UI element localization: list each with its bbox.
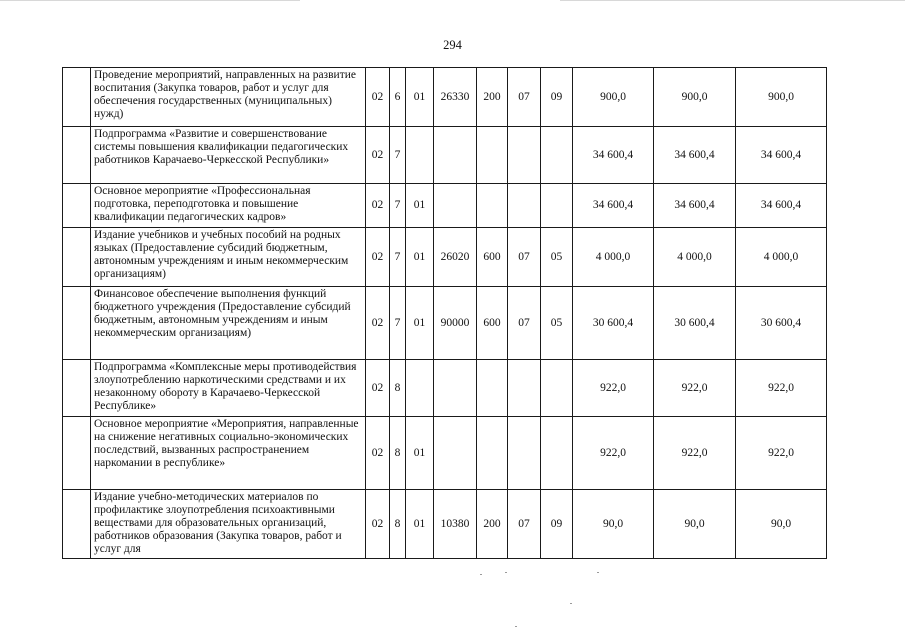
table-row (63, 287, 827, 360)
code-section-cell: 07 (508, 68, 541, 127)
code-event-cell: 01 (406, 417, 434, 490)
item-name-cell: Подпрограмма «Развитие и совершенствование системы повышения квалификации педагогических работников Карачаево-Черкесской Республики» (91, 127, 366, 184)
code-subprogram-cell: 7 (390, 127, 406, 184)
code-section-cell (508, 127, 541, 184)
item-name-cell: Финансовое обеспечение выполнения функций бюджетного учреждения (Предоставление субсидий бюджетным, автономным учреждениям и иным некоммерческим организациям) (91, 287, 366, 360)
table-row (63, 417, 827, 490)
code-event-cell: 01 (406, 68, 434, 127)
amount-year1-cell: 922,0 (573, 360, 654, 417)
amount-year2-cell: 922,0 (654, 417, 736, 490)
code-expense-type-cell: 600 (477, 287, 508, 360)
scan-edge-left (0, 0, 300, 5)
code-section-cell (508, 417, 541, 490)
code-direction-cell: 26020 (434, 228, 477, 287)
amount-year3-cell: 34 600,4 (736, 127, 827, 184)
code-expense-type-cell: 200 (477, 68, 508, 127)
row-number-cell (63, 228, 91, 287)
amount-year3-cell: 30 600,4 (736, 287, 827, 360)
amount-year1-cell: 90,0 (573, 490, 654, 559)
page-number: 294 (443, 38, 462, 52)
scan-speck (570, 603, 572, 604)
code-subprogram-cell: 7 (390, 184, 406, 228)
code-event-cell: 01 (406, 228, 434, 287)
item-name-cell: Подпрограмма «Комплексные меры противодействия злоупотреблению наркотическими средствами и их незаконному обороту в Карачаево-Черкесской Республике» (91, 360, 366, 417)
code-subsection-cell (541, 184, 573, 228)
code-subsection-cell: 05 (541, 287, 573, 360)
code-expense-type-cell (477, 417, 508, 490)
code-program-cell: 02 (366, 68, 390, 127)
code-event-cell: 01 (406, 287, 434, 360)
scan-speck (597, 572, 599, 573)
code-event-cell (406, 360, 434, 417)
code-expense-type-cell (477, 360, 508, 417)
code-section-cell (508, 360, 541, 417)
code-direction-cell: 90000 (434, 287, 477, 360)
table-row (63, 68, 827, 127)
code-program-cell: 02 (366, 417, 390, 490)
amount-year2-cell: 922,0 (654, 360, 736, 417)
code-subsection-cell (541, 417, 573, 490)
amount-year2-cell: 4 000,0 (654, 228, 736, 287)
code-expense-type-cell: 600 (477, 228, 508, 287)
code-program-cell: 02 (366, 287, 390, 360)
code-section-cell: 07 (508, 287, 541, 360)
code-subprogram-cell: 7 (390, 287, 406, 360)
amount-year3-cell: 34 600,4 (736, 184, 827, 228)
code-event-cell (406, 127, 434, 184)
code-program-cell: 02 (366, 490, 390, 559)
row-number-cell (63, 490, 91, 559)
amount-year2-cell: 34 600,4 (654, 127, 736, 184)
row-number-cell (63, 417, 91, 490)
code-program-cell: 02 (366, 228, 390, 287)
amount-year3-cell: 922,0 (736, 360, 827, 417)
budget-table (62, 67, 827, 559)
amount-year2-cell: 90,0 (654, 490, 736, 559)
code-subprogram-cell: 8 (390, 417, 406, 490)
code-program-cell: 02 (366, 127, 390, 184)
code-subprogram-cell: 8 (390, 490, 406, 559)
amount-year2-cell: 34 600,4 (654, 184, 736, 228)
table-row (63, 490, 827, 559)
code-event-cell: 01 (406, 490, 434, 559)
code-expense-type-cell: 200 (477, 490, 508, 559)
code-subsection-cell: 05 (541, 228, 573, 287)
code-event-cell: 01 (406, 184, 434, 228)
amount-year2-cell: 900,0 (654, 68, 736, 127)
code-subprogram-cell: 8 (390, 360, 406, 417)
amount-year1-cell: 922,0 (573, 417, 654, 490)
item-name-cell: Основное мероприятие «Мероприятия, направленные на снижение негативных социально-экономических последствий, вызванных распространением наркомании в республике» (91, 417, 366, 490)
item-name-cell: Основное мероприятие «Профессиональная подготовка, переподготовка и повышение квалификации педагогических кадров» (91, 184, 366, 228)
amount-year3-cell: 922,0 (736, 417, 827, 490)
scan-edge-right (560, 0, 905, 5)
amount-year1-cell: 34 600,4 (573, 127, 654, 184)
code-subprogram-cell: 7 (390, 228, 406, 287)
code-subsection-cell (541, 127, 573, 184)
amount-year3-cell: 4 000,0 (736, 228, 827, 287)
amount-year3-cell: 90,0 (736, 490, 827, 559)
code-subsection-cell (541, 360, 573, 417)
code-direction-cell: 26330 (434, 68, 477, 127)
code-subsection-cell: 09 (541, 490, 573, 559)
row-number-cell (63, 127, 91, 184)
scan-speck (515, 626, 517, 627)
code-subsection-cell: 09 (541, 68, 573, 127)
row-number-cell (63, 184, 91, 228)
code-subprogram-cell: 6 (390, 68, 406, 127)
amount-year2-cell: 30 600,4 (654, 287, 736, 360)
table-row (63, 360, 827, 417)
table-row (63, 127, 827, 184)
row-number-cell (63, 360, 91, 417)
code-expense-type-cell (477, 127, 508, 184)
table-row (63, 228, 827, 287)
item-name-cell: Проведение мероприятий, направленных на развитие воспитания (Закупка товаров, работ и услуг для обеспечения государственных (муниципальных) нужд) (91, 68, 366, 127)
row-number-cell (63, 287, 91, 360)
code-direction-cell (434, 127, 477, 184)
amount-year1-cell: 900,0 (573, 68, 654, 127)
scan-speck (480, 574, 482, 575)
row-number-cell (63, 68, 91, 127)
amount-year1-cell: 34 600,4 (573, 184, 654, 228)
code-direction-cell (434, 184, 477, 228)
code-section-cell (508, 184, 541, 228)
code-program-cell: 02 (366, 360, 390, 417)
code-direction-cell (434, 417, 477, 490)
code-direction-cell: 10380 (434, 490, 477, 559)
code-direction-cell (434, 360, 477, 417)
code-expense-type-cell (477, 184, 508, 228)
code-section-cell: 07 (508, 228, 541, 287)
table-row (63, 184, 827, 228)
amount-year1-cell: 4 000,0 (573, 228, 654, 287)
code-program-cell: 02 (366, 184, 390, 228)
item-name-cell: Издание учебно-методических материалов по профилактике злоупотребления психоактивными веществами для образовательных организаций, работников образования (Закупка товаров, работ и услуг для (91, 490, 366, 559)
amount-year3-cell: 900,0 (736, 68, 827, 127)
code-section-cell: 07 (508, 490, 541, 559)
amount-year1-cell: 30 600,4 (573, 287, 654, 360)
scan-speck (505, 572, 507, 573)
item-name-cell: Издание учебников и учебных пособий на родных языках (Предоставление субсидий бюджетным, автономным учреждениям и иным некоммерческим организациям) (91, 228, 366, 287)
